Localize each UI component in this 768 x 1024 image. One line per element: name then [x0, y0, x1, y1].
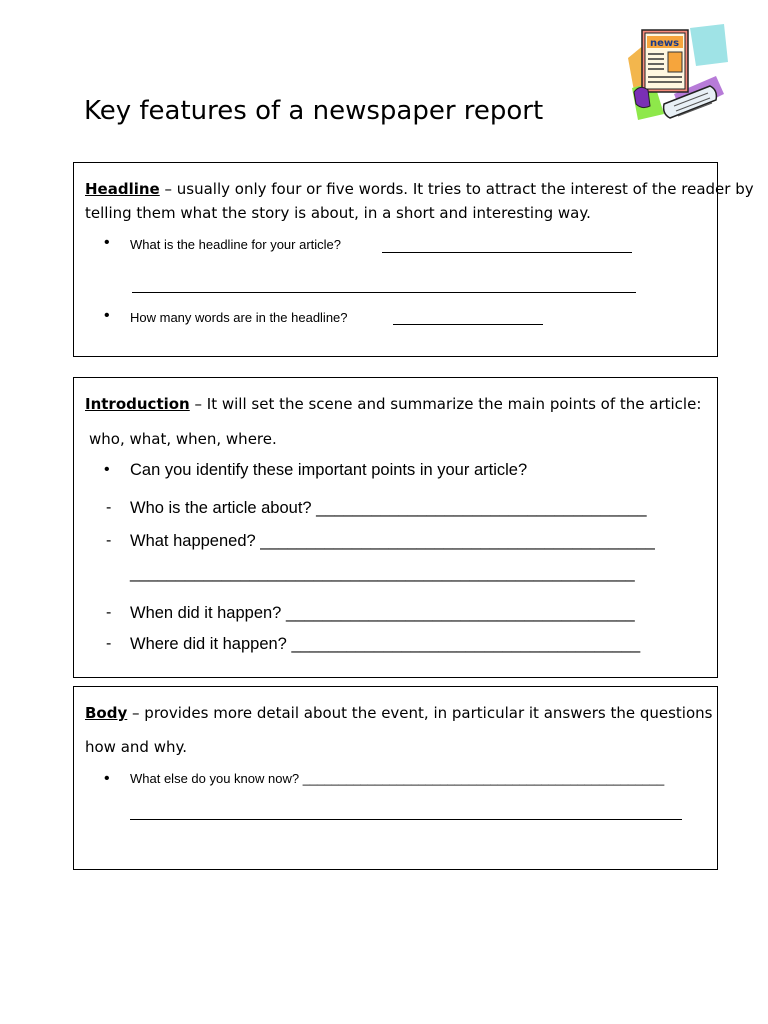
body-description-cont: how and why. [85, 738, 187, 756]
headline-answer-line-2[interactable] [132, 292, 636, 293]
newspaper-clipart-icon [624, 22, 728, 122]
bullet: • [104, 461, 110, 478]
what-answer-line[interactable]: _______________________________________________________ [130, 564, 635, 582]
identify-question: Can you identify these important points in your article? [130, 461, 528, 479]
headline-section [73, 162, 754, 357]
bullet: • [104, 234, 110, 251]
svg-text:news: news [650, 38, 680, 49]
where-question[interactable]: Where did it happen? ______________________________________ [130, 635, 641, 653]
word-count-answer-line[interactable] [393, 324, 543, 325]
bullet: • [104, 307, 110, 324]
introduction-term: Introduction [85, 395, 190, 413]
dash: - [106, 532, 112, 549]
what-else-question[interactable]: What else do you know now? __________________________________________________ [130, 771, 665, 786]
dash: - [106, 499, 112, 516]
introduction-description-cont: who, what, when, where. [89, 430, 277, 448]
dash: - [106, 604, 112, 621]
bullet: • [104, 770, 110, 787]
word-count-question: How many words are in the headline? [130, 310, 348, 325]
page-title: Key features of a newspaper report [84, 96, 544, 126]
what-question[interactable]: What happened? ___________________________________________ [130, 532, 655, 550]
body-section [73, 686, 718, 870]
what-else-answer-line[interactable] [130, 819, 682, 820]
introduction-description: Introduction – It will set the scene and summarize the main points of the article: [85, 395, 702, 413]
headline-term: Headline [85, 180, 160, 198]
headline-question: What is the headline for your article? [130, 237, 341, 252]
body-term: Body [85, 704, 128, 722]
headline-answer-line[interactable] [382, 252, 632, 253]
when-question[interactable]: When did it happen? ______________________________________ [130, 604, 635, 622]
introduction-section [73, 377, 718, 678]
headline-description: Headline – usually only four or five words. It tries to attract the interest of the reader by telling them what the story is about, in a short and interesting way. [85, 180, 754, 222]
body-description: Body – provides more detail about the event, in particular it answers the questions [85, 704, 713, 722]
who-question[interactable]: Who is the article about? ____________________________________ [130, 499, 647, 517]
dash: - [106, 635, 112, 652]
